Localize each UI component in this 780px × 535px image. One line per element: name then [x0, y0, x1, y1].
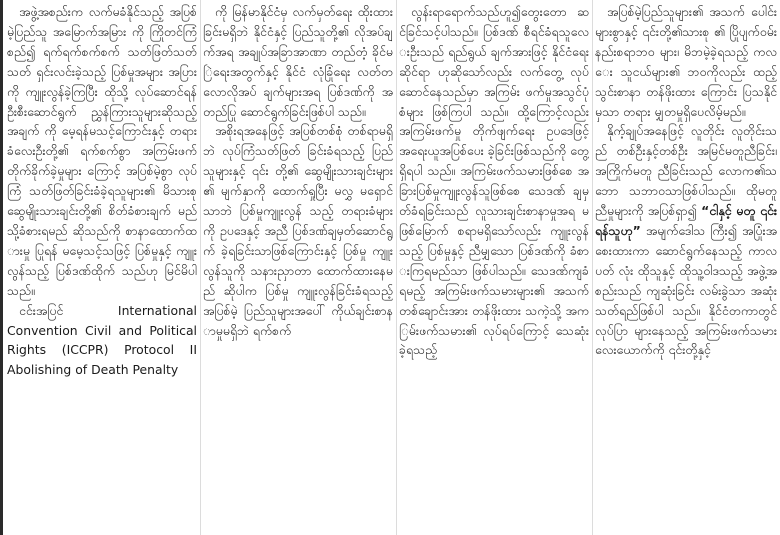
paragraph: အပြစ်မဲ့ပြည်သူများ၏ အသက် ပေါင်းများစွာနှင့် ၎င်းတို့၏သားစု ၏ ပြိုပျက်ဝမ်းနည်းစရာဘဝ များ၊ မိဘမဲ့ခဲ့ရသည့် ကလေး သူငယ်များ၏ ဘဝကိုလည်း ထည့်သွင်းစာနာ တန်ဖိုးထား ကြောင်း ပြသနိုင်မှသာ တရား မျှတမှုရှိပေလိမ့်မည်။	[595, 4, 777, 119]
article-column-1	[7, 2, 197, 532]
paragraph: ငင်းအပြင် International Convention Civil and Political Rights (ICCPR) Protocol II Abolishing of Death Penalty	[7, 302, 197, 378]
paragraph-text: အမျက်ဒေါသ ကြီး၍ အပြုံးအစေးထားကာ ဆောင်ရွက်နေသည့် ကာလပတ် လုံး ထိုသူနှင့် ထိုသူ့ဝါဒသည့် အဖွဲ့အစည်းသည် ကျဆုံးခြင်း လမ်းခွဲသာ အဆုံးသတ်ရည်ဖြစ်ပါ သည်။ နိုင်ငံတကာတွင် လုပ်ပြာ များနေသည့် အကြမ်းဖက်သမား လေးယောက်ကို ၎င်းတို့နှင့်	[595, 222, 777, 358]
left-edge-bar	[0, 0, 3, 535]
paragraph: အစိုးရအနေဖြင့် အပြစ်တစ်စုံ တစ်ရာမရှိဘဲ လုပ်ကြံသတ်ဖြတ် ခြင်းခံရသည့် ပြည်သူများနှင့် ၎င်း တို့၏ ဆွေမျိုးသားချင်းများ၏ မျက်နှာကို ထောက်ရှုပြီး မလွှ မရှောင်သာဘဲ ပြစ်မှုကျူးလွန် သည့် တရားခံများကို ဥပဒေနှင့် အညီ ပြစ်ဒဏ်ချမှတ်ဆောင်ရွက် ခဲ့ရခြင်းသာဖြစ်ကြောင်းနှင့် ပြစ်မှု ကျူးလွန်သူကို သနားညှာတာ ထောက်ထားနေမည် ဆိုပါက ပြစ်မှု ကျူးလွန်ခြင်းခံရသည့် အပြစ်မဲ့ ပြည်သူများအပေါ် ကိုယ်ချင်းစာနာမှုမရှိဘဲ ရက်စက်	[203, 123, 393, 338]
paragraph: လွန်းရာရောက်သည်ဟူ၍တွေးတော ဆင်ခြင်သင့်ပါသည်။ ပြစ်ဒဏ် စီရင်ခံရသူလေးဦးသည် ရည်ရွယ် ချက်အားဖြင့် နိုင်ငံရေးဆိုင်ရာ ဟုဆိုသော်လည်း လက်တွေ့ လုပ်ဆောင်နေသည်မှာ အကြမ်း ဖက်မှုအသွင်ပုံစံများ ဖြစ်ကြပါ သည်။ ထို့ကြောင့်လည်း အကြမ်းဖက်မှု တိုက်ဖျက်ရေး ဥပဒေဖြင့် အရေးယူအပြစ်ပေး ခဲ့ခြင်းဖြစ်သည်ကို တွေ့ရှိရပါ သည်။ အကြမ်းဖက်သမားဖြစ်စေ အခြားပြစ်မှုကျူးလွန်သူဖြစ်စေ သေဒဏ် ချမှတ်ခံရခြင်းသည် လူသားချင်းစာနာမှုအရ မဖြစ်မြောက် စရာမရှိသော်လည်း ကျူးလွန် သည့် ပြစ်မှုနှင့် ညီမျှသော ပြစ်ဒဏ်ကို ခံစားကြရမည်သာ ဖြစ်ပါသည်။ သေဒဏ်ကျခံရမည့် အကြမ်းဖက်သမားများ၏ အသက် တစ်ချောင်းအား တန်ဖိုးထား သကဲ့သို့ အကြမ်းဖက်သမား၏ လုပ်ရပ်ကြောင့် သေဆုံးခဲ့ရသည့်	[399, 4, 589, 358]
article-column-3	[399, 2, 589, 532]
paragraph: အဖွဲ့အစည်းက လက်မခံနိုင်သည့် အပြစ်မဲ့ပြည်သူ အမြောက်အမြား ကို ကြိုတင်ကြံစည်၍ ရက်ရက်စက်စက် သတ်ဖြတ်သတ်သတ် ရှင်းလင်းခဲ့သည့် ပြစ်မှုအများ အပြားကို ကျူးလွန်ခဲ့ကြပြီး ထိုသို့ လုပ်ဆောင်ရန် ဦးစီးဆောင်ရွက် ညွှန်ကြားသူများဆိုသည့် အချက် ကို မေ့ရန်မသင့်ကြောင်းနှင့် တရားခံလေးဦးတို့၏ ရက်စက်စွာ အကြမ်းဖက် တိုက်ခိုက်ခဲ့မှုများ ကြောင့် အပြစ်မဲ့စွာ လုပ်ကြံ သတ်ဖြတ်ခြင်းခံခဲ့ရသူများ၏ မိသားစု ဆွေမျိုးသားချင်းတို့၏ စိတ်ခံစားချက် မည်သို့ခံစားရမည် ဆိုသည်ကို စာနာထောက်ထားမှု ပြုရန် မမေ့သင့်သဖြင့် ပြစ်မှုနှင့် ကျူးလွန်သည့် ပြစ်ဒဏ်ထိုက် သည်ဟု မြင်မိပါသည်။	[7, 4, 197, 298]
paragraph	[595, 121, 777, 360]
quote-close: ”	[632, 222, 641, 238]
paragraph-text: နိုက့်ချုပ်အနေဖြင့် လူတိုင်း လူတိုင်းသည် တစ်ဦးနှင့်တစ်ဦး အမြင်မတူညီခြင်း၊ အကြိုက်မတူ ညီခြင်းသည် လောက၏သဘော သဘာဝသာဖြစ်ပါသည်။ ထိုမတူ ညီမှုများကို အပြစ်ရှာ၍	[595, 123, 777, 219]
article-column-2	[203, 2, 393, 532]
column-divider	[592, 0, 593, 535]
column-divider	[200, 0, 201, 535]
column-divider	[396, 0, 397, 535]
article-column-4	[595, 2, 777, 532]
quote-text: မတူ ၎င်းရန်သူဟု	[595, 203, 777, 238]
paragraph: ကို မြန်မာနိုင်ငံမှ လက်မှတ်ရေး ထိုးထားခြင်းမရှိဘဲ နိုင်ငံနှင့် ပြည်သူတို့၏ လိုအပ်ချက်အရ အချုပ်အခြာအာဏာ တည်တံ့ ခိုင်မြဲရေးအတွက်နှင့် နိုင်ငံ လုံခြုံရေး လတ်တလောလိုအပ် ချက်များအရ ပြစ်ဒဏ်ကို အတည်ပြု ဆောင်ရွက်ခြင်းဖြစ်ပါ သည်။	[203, 4, 393, 119]
quote-open: “ငါနှင့်	[701, 203, 732, 219]
